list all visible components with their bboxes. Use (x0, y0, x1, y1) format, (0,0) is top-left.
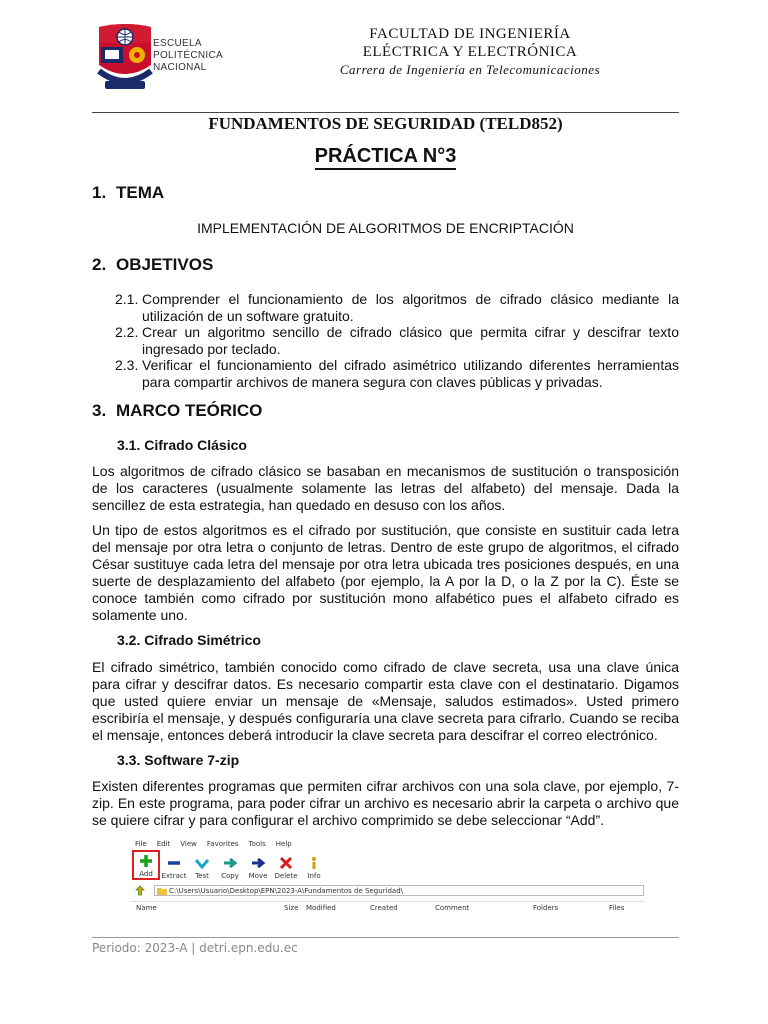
menu-item[interactable]: Favorites (206, 840, 239, 848)
folder-icon (157, 887, 167, 895)
subsection-heading: 3.3. Software 7-zip (117, 752, 240, 768)
menu-item[interactable]: Help (275, 840, 292, 848)
objective-text: Crear un algoritmo sencillo de cifrado clásico que permita cifrar y descifrar texto ingresado por teclado. (142, 324, 679, 357)
plus-icon (138, 854, 154, 868)
practice-title-text: PRÁCTICA N°3 (315, 145, 457, 170)
column-name[interactable]: Name (136, 904, 157, 912)
section-heading-tema (92, 183, 164, 203)
objective-item (115, 324, 679, 358)
objective-item (115, 291, 679, 325)
column-created[interactable]: Created (370, 904, 398, 912)
minus-icon (166, 856, 182, 870)
column-modified[interactable]: Modified (306, 904, 336, 912)
menu-item[interactable]: Edit (156, 840, 171, 848)
footer-text: Periodo: 2023-A | detri.epn.edu.ec (92, 941, 298, 955)
info-icon (306, 856, 322, 870)
faculty-line-2: ELÉCTRICA Y ELECTRÓNICA (362, 44, 578, 60)
path-input[interactable] (154, 885, 644, 896)
test-button[interactable] (188, 850, 216, 880)
faculty-line-1: FACULTAD DE INGENIERÍA (369, 26, 571, 42)
subsection-heading: 3.1. Cifrado Clásico (117, 437, 247, 453)
objective-text: Comprender el funcionamiento de los algoritmos de cifrado clásico mediante la utilización de un software gratuito. (142, 291, 679, 324)
section-title: OBJETIVOS (116, 255, 214, 274)
add-button[interactable] (132, 850, 160, 880)
test-label: Test (195, 872, 209, 880)
toolbar (132, 850, 328, 882)
extract-label: Extract (161, 872, 187, 880)
logo-line: POLITÉCNICA (153, 50, 223, 61)
section-title: TEMA (116, 183, 165, 202)
objective-text: Verificar el funcionamiento del cifrado asimétrico utilizando diferentes herramientas para compartir archivos de manera segura con claves públicas y privadas. (142, 357, 679, 390)
move-label: Move (248, 872, 268, 880)
objective-number: 2.1. (115, 291, 139, 307)
paragraph: Los algoritmos de cifrado clásico se basaban en mecanismos de sustitución o transposición de los caracteres (usualmente solamente las letras del alfabeto) del mensaje. Dada la sencillez de esta estrategia, han quedado en desuso con los años. (92, 463, 679, 513)
column-folders[interactable]: Folders (533, 904, 559, 912)
section-number: 2. (92, 255, 107, 274)
file-list-header (130, 901, 645, 914)
column-comment[interactable]: Comment (435, 904, 470, 912)
info-label: Info (307, 872, 321, 880)
logo-line: NACIONAL (153, 62, 207, 73)
section-title: MARCO TEÓRICO (116, 401, 263, 420)
objective-number: 2.2. (115, 324, 139, 340)
sevenzip-screenshot (130, 838, 645, 918)
paragraph: Existen diferentes programas que permiten cifrar archivos con una sola clave, por ejemplo, 7-zip. En este programa, para poder cifrar un archivo es necesario abrir la carpeta o archivo que se quiere cifrar y para configurar el archivo comprimido se debe seleccionar “Add”. (92, 778, 679, 828)
delete-label: Delete (274, 872, 298, 880)
arrow-right-icon (250, 856, 266, 870)
check-icon (194, 856, 210, 870)
subsection-heading: 3.2. Cifrado Simétrico (117, 632, 261, 648)
move-button[interactable] (244, 850, 272, 880)
objective-item (115, 357, 679, 391)
menu-item[interactable]: Tools (248, 840, 266, 848)
menu-bar (135, 840, 292, 848)
x-icon (278, 856, 294, 870)
column-files[interactable]: Files (609, 904, 625, 912)
header-divider (92, 112, 679, 113)
path-text: C:\Users\Usuario\Desktop\EPN\2023-A\Fundamentos de Seguridad\ (169, 887, 403, 895)
column-size[interactable]: Size (284, 904, 299, 912)
menu-item[interactable]: File (135, 840, 147, 848)
add-label: Add (139, 870, 153, 878)
footer-divider (92, 937, 679, 938)
info-button[interactable] (300, 850, 328, 880)
section-heading-objetivos (92, 255, 213, 275)
arrow-right-icon (222, 856, 238, 870)
copy-label: Copy (221, 872, 239, 880)
course-title: FUNDAMENTOS DE SEGURIDAD (TELD852) (208, 114, 563, 133)
address-row (132, 885, 642, 897)
logo-line: ESCUELA (153, 38, 202, 49)
up-folder-icon[interactable] (134, 885, 146, 896)
section-number: 3. (92, 401, 107, 420)
paragraph: El cifrado simétrico, también conocido como cifrado de clave secreta, usa una clave única para cifrar y descifrar datos. Es necesario compartir esta clave con el destinatario. Digamos que usted quiere enviar un mensaje de «Mensaje, saludos estimados». Usted primero escribiría el mensaje, y después configuraría una clave secreta para cifrarlo. Cuando se reciba el mensaje, entonces deberá introducir la clave secreta para descifrar el correo electrónico. (92, 659, 679, 743)
career-name: Carrera de Ingeniería en Telecomunicaciones (339, 62, 601, 77)
section-heading-marco (92, 401, 262, 421)
copy-button[interactable] (216, 850, 244, 880)
paragraph: Un tipo de estos algoritmos es el cifrado por sustitución, que consiste en sustituir cada letra del mensaje por otra letra o conjunto de letras. Dentro de este grupo de algoritmos, el cifrado César sustituye cada letra del mensaje por otra letra ubicada tres posiciones después, en una suerte de desplazamiento del alfabeto (por ejemplo, la A por la D, o la Z por la C). Éste se conoce también como cifrado por sustitución mono alfabético pues el alfabeto cifrado es solamente uno. (92, 522, 679, 623)
menu-item[interactable]: View (180, 840, 197, 848)
delete-button[interactable] (272, 850, 300, 880)
section-number: 1. (92, 183, 107, 202)
practice-title (92, 145, 679, 168)
logo-text (153, 38, 223, 74)
tema-text: IMPLEMENTACIÓN DE ALGORITMOS DE ENCRIPTACIÓN (197, 220, 574, 236)
extract-button[interactable] (160, 850, 188, 880)
objective-number: 2.3. (115, 357, 139, 373)
